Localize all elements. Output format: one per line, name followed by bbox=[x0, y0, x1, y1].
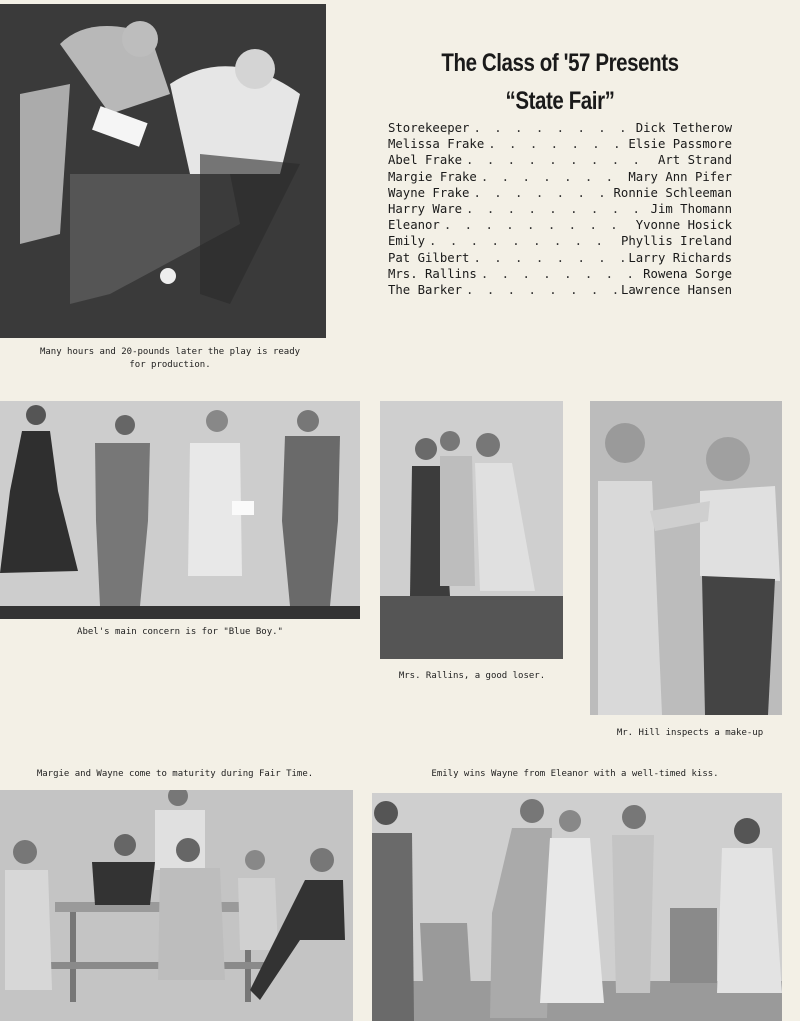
cast-row bbox=[388, 218, 732, 234]
photo-blue-boy bbox=[0, 401, 360, 619]
cast-actor: Mary Ann Pifer bbox=[628, 169, 732, 184]
leader-dots bbox=[473, 186, 609, 200]
cast-row bbox=[388, 283, 732, 299]
caption-make-up: Mr. Hill inspects a make-up bbox=[616, 728, 764, 738]
title-line-2: “State Fair” bbox=[505, 87, 615, 115]
cast-row bbox=[388, 234, 732, 250]
cast-actor: Jim Thomann bbox=[650, 201, 732, 216]
cast-row bbox=[388, 153, 732, 169]
cast-actor: Lawrence Hansen bbox=[620, 282, 732, 297]
leader-dots bbox=[466, 153, 654, 167]
rehearsal-scene bbox=[0, 4, 326, 338]
good-loser-scene bbox=[380, 401, 563, 659]
leader-dots bbox=[466, 283, 617, 297]
leader-dots bbox=[473, 251, 624, 265]
cast-role: Emily bbox=[388, 234, 426, 249]
caption-kiss: Emily wins Wayne from Eleanor with a well-timed kiss. bbox=[431, 769, 719, 779]
cast-row bbox=[388, 267, 732, 283]
caption-maturity: Margie and Wayne come to maturity during Fair Time. bbox=[36, 769, 314, 779]
caption-rehearsal: Many hours and 20-pounds later the play is ready for production. bbox=[39, 347, 301, 370]
cast-row bbox=[388, 170, 732, 186]
cast-role: Pat Gilbert bbox=[388, 250, 470, 265]
cast-actor: Art Strand bbox=[657, 153, 732, 168]
page-title bbox=[429, 44, 691, 120]
cast-actor: Ronnie Schleeman bbox=[613, 185, 732, 200]
cast-actor: Phyllis Ireland bbox=[620, 234, 732, 249]
cast-role: Mrs. Rallins bbox=[388, 266, 477, 281]
caption-good-loser: Mrs. Rallins, a good loser. bbox=[398, 671, 546, 681]
cast-role: Margie Frake bbox=[388, 169, 477, 184]
cast-row bbox=[388, 137, 732, 153]
title-line-1: The Class of '57 Presents bbox=[441, 49, 679, 77]
cast-role: The Barker bbox=[388, 282, 463, 297]
photo-kiss bbox=[372, 793, 782, 1021]
cast-role: Wayne Frake bbox=[388, 185, 470, 200]
cast-row bbox=[388, 186, 732, 202]
photo-rehearsal bbox=[0, 4, 326, 338]
photo-good-loser bbox=[380, 401, 563, 659]
cast-row bbox=[388, 251, 732, 267]
leader-dots bbox=[481, 170, 625, 184]
make-up-scene bbox=[590, 401, 782, 715]
cast-actor: Yvonne Hosick bbox=[635, 218, 732, 233]
cast-role: Eleanor bbox=[388, 218, 440, 233]
photo-make-up bbox=[590, 401, 782, 715]
cast-role: Harry Ware bbox=[388, 201, 463, 216]
cast-role: Abel Frake bbox=[388, 153, 463, 168]
kiss-scene bbox=[372, 793, 782, 1021]
cast-actor: Elsie Passmore bbox=[628, 137, 732, 152]
cast-list bbox=[388, 121, 732, 299]
cast-row bbox=[388, 202, 732, 218]
cast-row bbox=[388, 121, 732, 137]
leader-dots bbox=[481, 267, 639, 281]
leader-dots bbox=[429, 234, 617, 248]
cast-actor: Larry Richards bbox=[628, 250, 732, 265]
leader-dots bbox=[488, 137, 624, 151]
cast-role: Storekeeper bbox=[388, 121, 470, 135]
cast-actor: Dick Tetherow bbox=[635, 121, 732, 135]
cast-actor: Rowena Sorge bbox=[643, 266, 732, 281]
caption-blue-boy: Abel's main concern is for "Blue Boy." bbox=[77, 627, 283, 637]
leader-dots bbox=[444, 218, 632, 232]
maturity-scene bbox=[0, 790, 353, 1021]
photo-maturity bbox=[0, 790, 353, 1021]
blue-boy-scene bbox=[0, 401, 360, 619]
leader-dots bbox=[466, 202, 647, 216]
leader-dots bbox=[473, 121, 631, 135]
cast-role: Melissa Frake bbox=[388, 137, 485, 152]
